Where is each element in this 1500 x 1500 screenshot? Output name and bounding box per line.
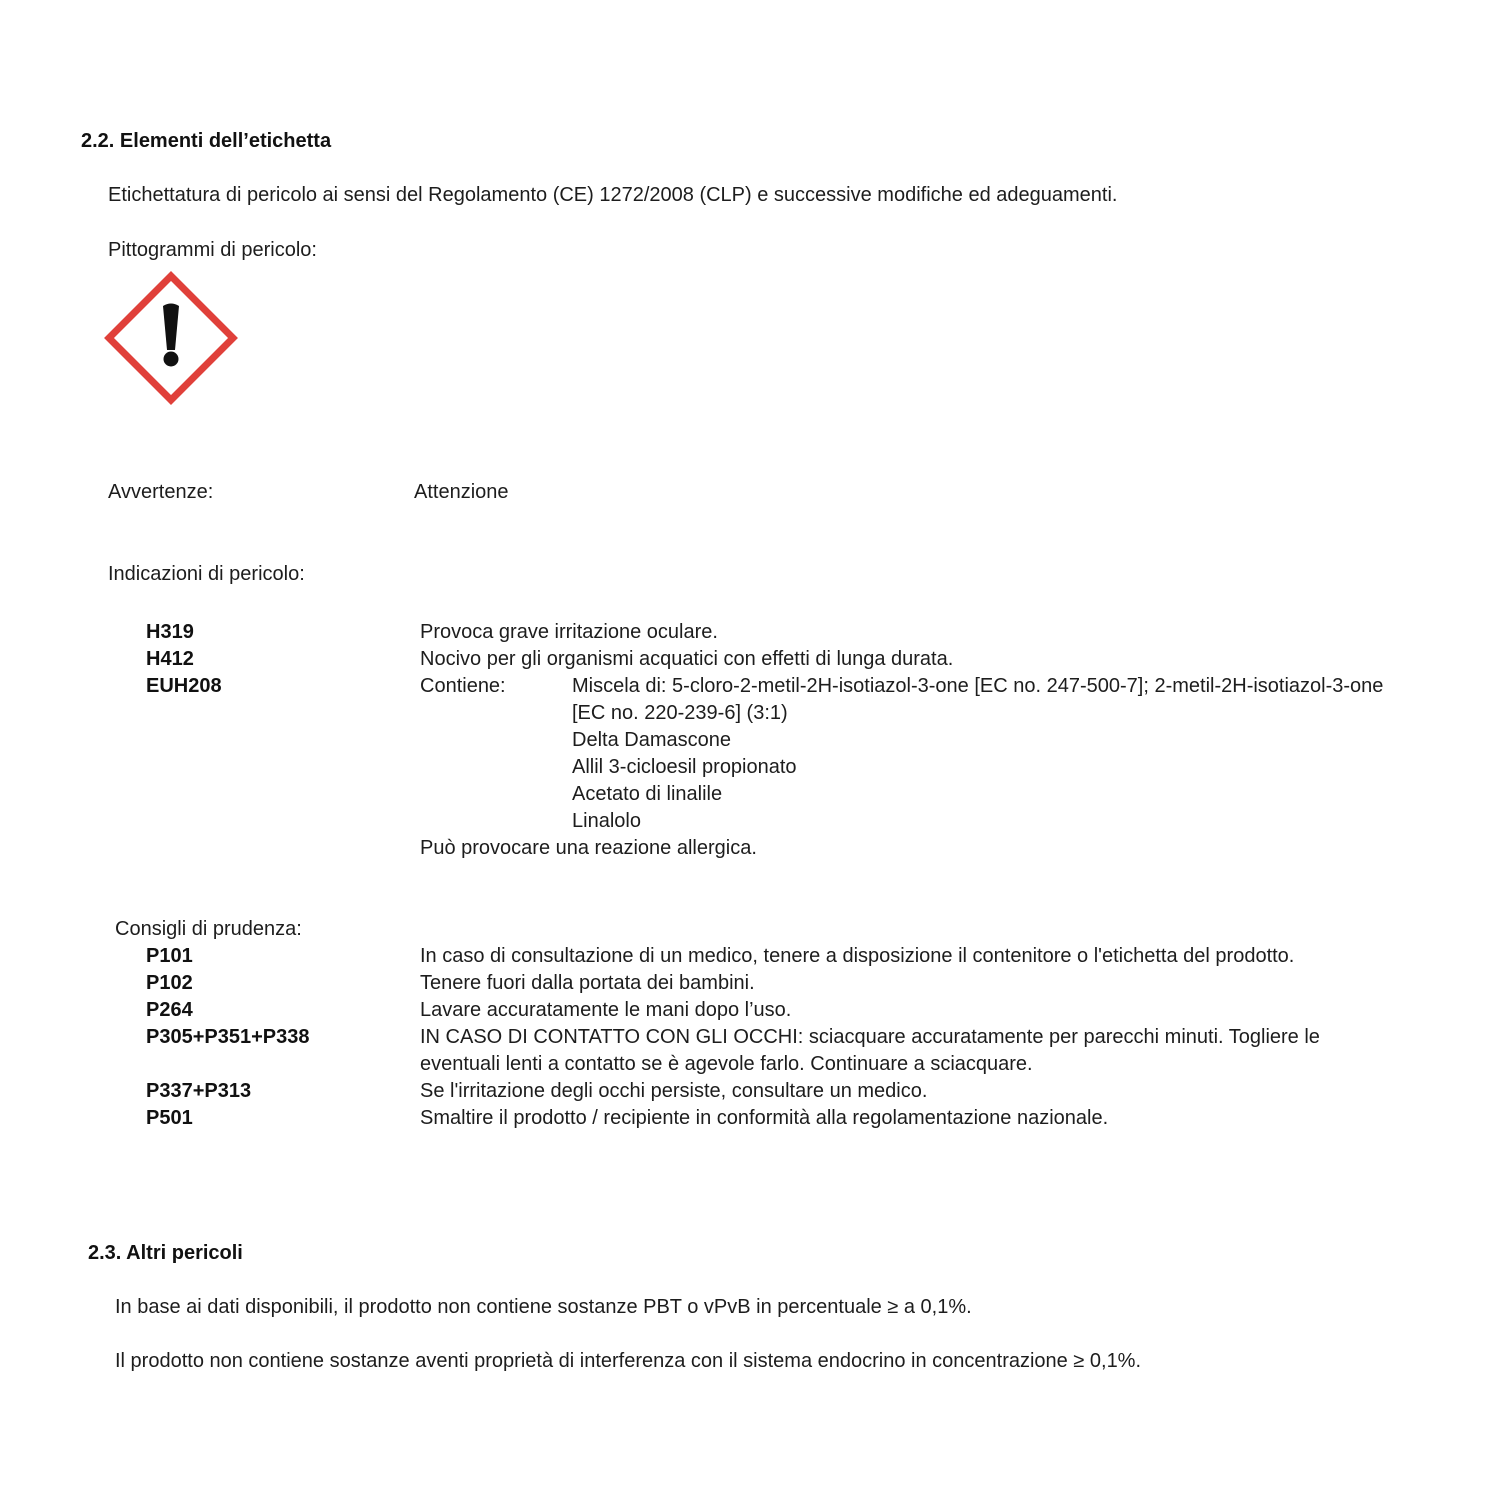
precaution-text: Se l'irritazione degli occhi persiste, consultare un medico. (420, 1080, 928, 1102)
precaution-code: P264 (146, 999, 193, 1021)
clp-intro-text: Etichettatura di pericolo ai sensi del Regolamento (CE) 1272/2008 (CLP) e successive modifiche ed adeguamenti. (108, 184, 1118, 206)
pictograms-label: Pittogrammi di pericolo: (108, 239, 317, 261)
contains-item: Delta Damascone (572, 729, 731, 751)
precaution-text: Lavare accuratamente le mani dopo l’uso. (420, 999, 792, 1021)
signal-word-label: Avvertenze: (108, 481, 214, 503)
hazard-text: Nocivo per gli organismi acquatici con effetti di lunga durata. (420, 648, 954, 670)
precautionary-statements-label: Consigli di prudenza: (115, 918, 302, 940)
precaution-code: P337+P313 (146, 1080, 252, 1102)
hazard-text: Provoca grave irritazione oculare. (420, 621, 718, 643)
hazard-code: H412 (146, 648, 194, 670)
precaution-code: P501 (146, 1107, 193, 1129)
precaution-text: IN CASO DI CONTATTO CON GLI OCCHI: sciacquare accuratamente per parecchi minuti. Togliere le (420, 1026, 1320, 1048)
ghs07-exclamation-mark-icon (103, 270, 239, 406)
precaution-code: P102 (146, 972, 193, 994)
contains-item: Linalolo (572, 810, 641, 832)
contains-item: [EC no. 220-239-6] (3:1) (572, 702, 788, 724)
hazard-code: EUH208 (146, 675, 222, 697)
pbt-vpvb-statement: In base ai dati disponibili, il prodotto non contiene sostanze PBT o vPvB in percentuale ≥ a 0,1%. (115, 1296, 972, 1318)
precaution-code: P101 (146, 945, 193, 967)
hazard-statements-label: Indicazioni di pericolo: (108, 563, 305, 585)
precaution-text: Smaltire il prodotto / recipiente in conformità alla regolamentazione nazionale. (420, 1107, 1109, 1129)
section-2-2-title: 2.2. Elementi dell’etichetta (81, 130, 332, 152)
hazard-text: Può provocare una reazione allergica. (420, 837, 757, 859)
precaution-code: P305+P351+P338 (146, 1026, 310, 1048)
section-2-3-title: 2.3. Altri pericoli (88, 1242, 243, 1264)
signal-word-value: Attenzione (414, 481, 509, 503)
endocrine-disruptor-statement: Il prodotto non contiene sostanze aventi proprietà di interferenza con il sistema endocrino in concentrazione ≥ 0,1%. (115, 1350, 1142, 1372)
precaution-text: eventuali lenti a contatto se è agevole farlo. Continuare a sciacquare. (420, 1053, 1033, 1075)
hazard-code: H319 (146, 621, 194, 643)
contains-item: Acetato di linalile (572, 783, 723, 805)
contains-label: Contiene: (420, 675, 506, 697)
contains-item: Allil 3-cicloesil propionato (572, 756, 797, 778)
precaution-text: Tenere fuori dalla portata dei bambini. (420, 972, 755, 994)
precaution-text: In caso di consultazione di un medico, tenere a disposizione il contenitore o l'etichetta del prodotto. (420, 945, 1295, 967)
contains-item: Miscela di: 5-cloro-2-metil-2H-isotiazol-3-one [EC no. 247-500-7]; 2-metil-2H-isotiazol-3-one (572, 675, 1384, 697)
